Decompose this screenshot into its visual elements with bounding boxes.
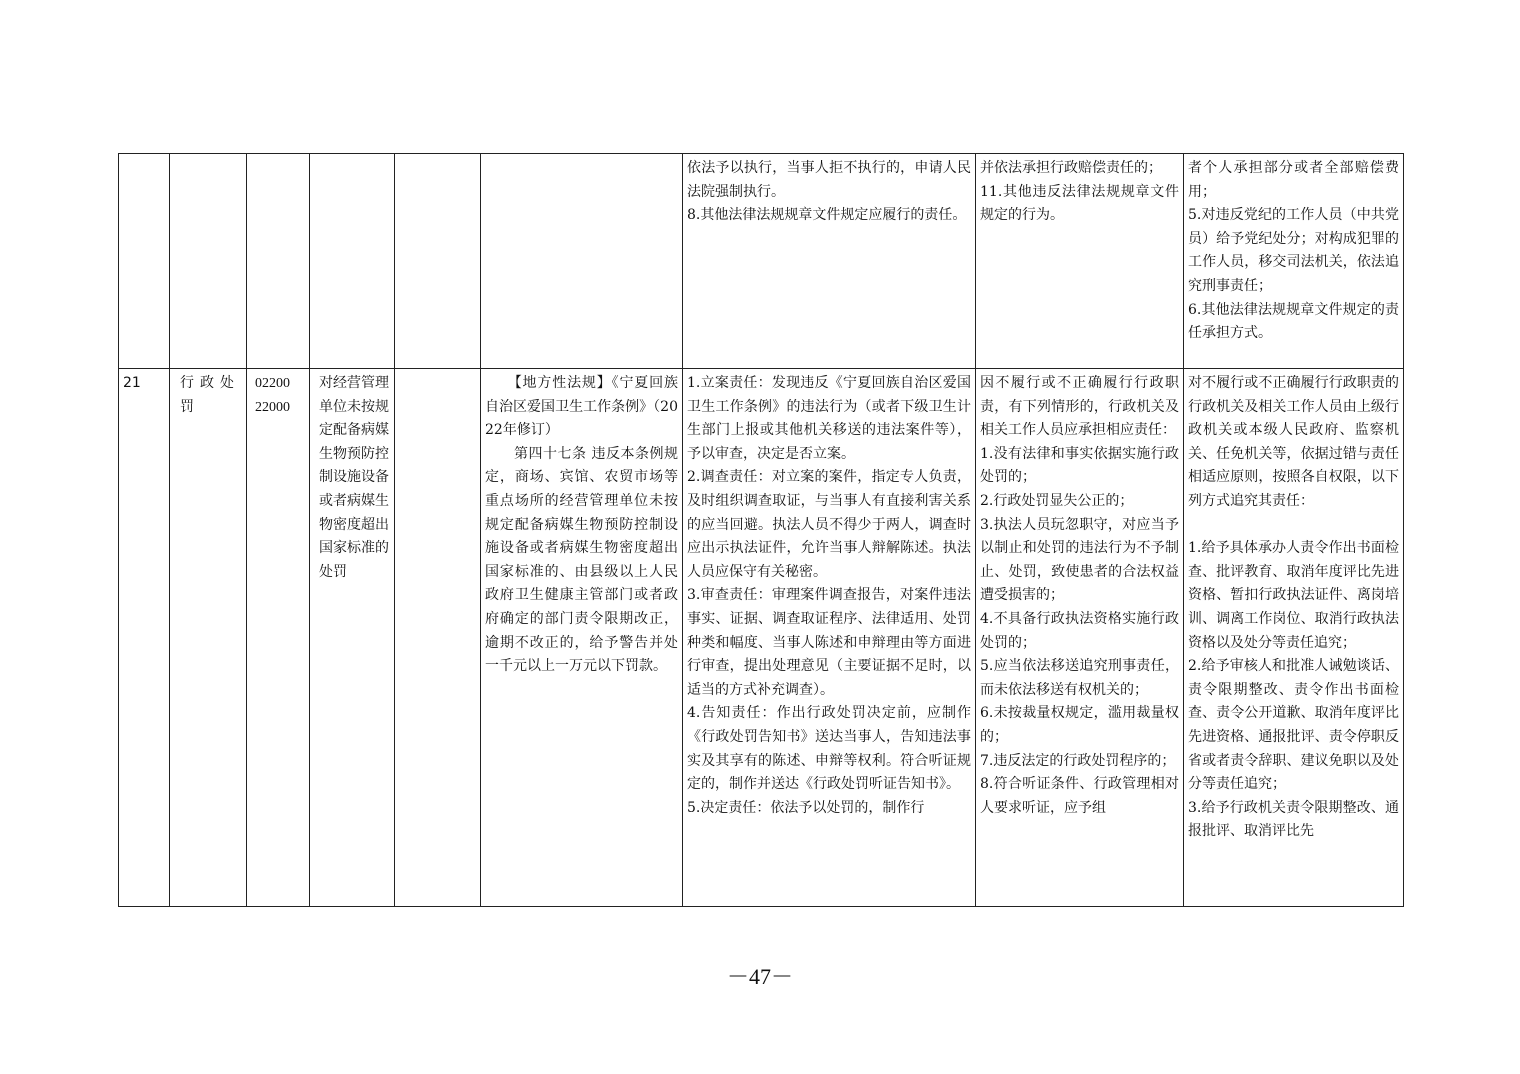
cell-power-name bbox=[310, 154, 395, 369]
cell-serial-number bbox=[119, 154, 170, 369]
cell-sub-item bbox=[395, 369, 481, 907]
cell-legal-basis bbox=[481, 154, 683, 369]
cell-responsibility: 1.立案责任：发现违反《宁夏回族自治区爱国卫生工作条例》的违法行为（或者下级卫生计生部门上报或其他机关移送的违法案件等），予以审查，决定是否立案。 2.调查责任：对立案的案件，指定专人负责，及时组织调查取证，与当事人有直接利害关系的应当回避。执法人员不得少于两人，调查时应出示执法证件，允许当事人辩解陈述。执法人员应保守有关秘密。 3.审查责任：审理案件调查报告，对案件违法事实、证据、调查取证程序、法律适用、处罚种类和幅度、当事人陈述和申辩理由等方面进行审查，提出处理意见（主要证据不足时，以适当的方式补充调查）。 4.告知责任：作出行政处罚决定前，应制作《行政处罚告知书》送达当事人，告知违法事实及其享有的陈述、申辩等权利。符合听证规定的，制作并送达《行政处罚听证告知书》。 5.决定责任：依法予以处罚的，制作行 bbox=[683, 369, 976, 907]
cell-accountability-methods: 者个人承担部分或者全部赔偿费用； 5.对违反党纪的工作人员（中共党员）给予党纪处分；对构成犯罪的工作人员，移交司法机关，依法追究刑事责任； 6.其他法律法规规章文件规定的责任承担方式。 bbox=[1184, 154, 1404, 369]
cell-power-type bbox=[170, 154, 247, 369]
cell-responsibility: 依法予以执行，当事人拒不执行的，申请人民法院强制执行。 8.其他法律法规规章文件规定应履行的责任。 bbox=[683, 154, 976, 369]
cell-accountability-cases: 因不履行或不正确履行行政职责，有下列情形的，行政机关及相关工作人员应承担相应责任： 1.没有法律和事实依据实施行政处罚的； 2.行政处罚显失公正的； 3.执法人员玩忽职守，对应当予以制止和处罚的违法行为不予制止、处罚，致使患者的合法权益遭受损害的； 4.不具备行政执法资格实施行政处罚的； 5.应当依法移送追究刑事责任，而未依法移送有权机关的； 6.未按裁量权规定，滥用裁量权的； 7.违反法定的行政处罚程序的； 8.符合听证条件、行政管理相对人要求听证，应予组 bbox=[976, 369, 1184, 907]
cell-legal-basis: 【地方性法规】《宁夏回族自治区爱国卫生工作条例》（2022年修订） 第四十七条 违反本条例规定，商场、宾馆、农贸市场等重点场所的经营管理单位未按规定配备病媒生物预防控制设施设备或者病媒生物密度超出国家标准的、由县级以上人民政府卫生健康主管部门或者政府确定的部门责令限期改正，逾期不改正的，给予警告并处一千元以上一万元以下罚款。 bbox=[481, 369, 683, 907]
cell-accountability-cases: 并依法承担行政赔偿责任的； 11.其他违反法律法规规章文件规定的行为。 bbox=[976, 154, 1184, 369]
cell-sub-item bbox=[395, 154, 481, 369]
page-number: －47－ bbox=[726, 964, 793, 989]
cell-serial-number: 21 bbox=[119, 369, 170, 907]
cell-power-name: 对经营管理单位未按规定配备病媒生物预防控制设施设备或者病媒生物密度超出国家标准的处罚 bbox=[310, 369, 395, 907]
power-list-table bbox=[118, 153, 1404, 907]
cell-power-code bbox=[247, 154, 310, 369]
cell-power-type: 行政处罚 bbox=[170, 369, 247, 907]
cell-power-code: 02200 22000 bbox=[247, 369, 310, 907]
table-row-continued bbox=[119, 154, 1404, 369]
cell-accountability-methods: 对不履行或不正确履行行政职责的行政机关及相关工作人员由上级行政机关或本级人民政府、监察机关、任免机关等，依据过错与责任相适应原则，按照各自权限，以下列方式追究其责任： 1.给予具体承办人责令作出书面检查、批评教育、取消年度评比先进资格、暂扣行政执法证件、离岗培训、调离工作岗位、取消行政执法资格以及处分等责任追究； 2.给予审核人和批准人诫勉谈话、责令限期整改、责令作出书面检查、责令公开道歉、取消年度评比先进资格、通报批评、责令停职反省或者责令辞职、建议免职以及处分等责任追究； 3.给予行政机关责令限期整改、通报批评、取消评比先 bbox=[1184, 369, 1404, 907]
table-row-21 bbox=[119, 369, 1404, 907]
